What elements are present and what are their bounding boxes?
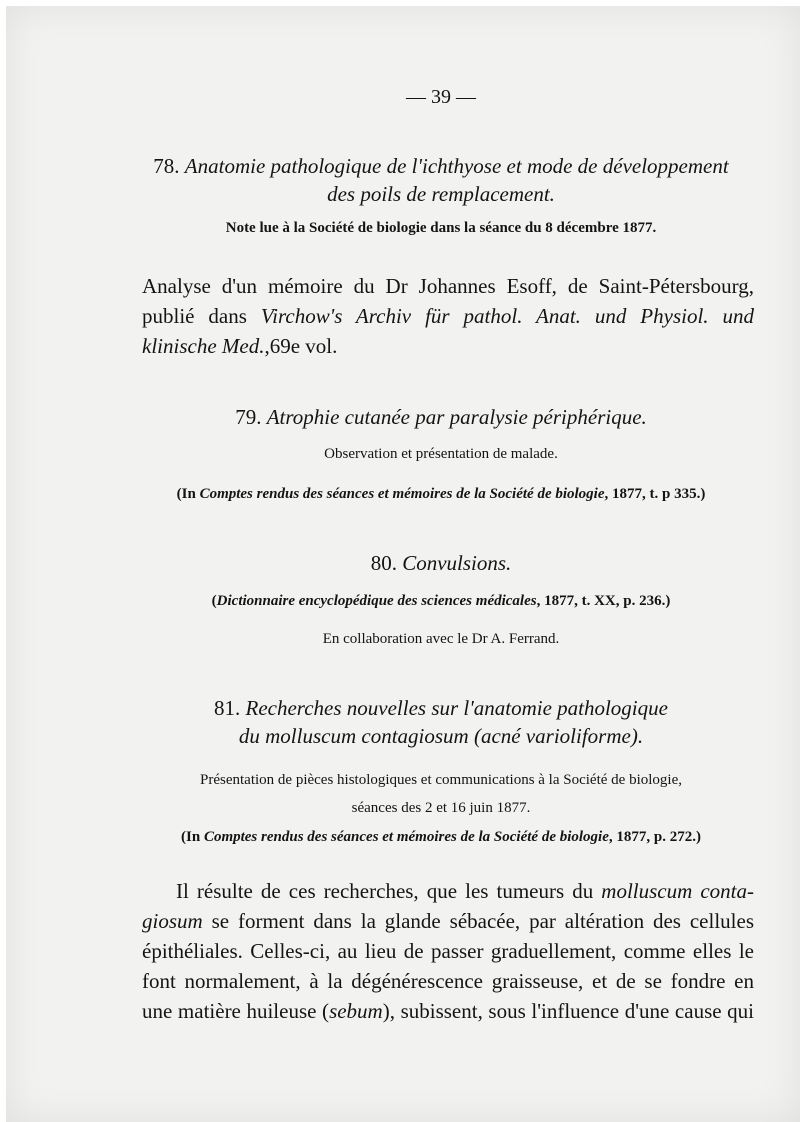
section-78-title (116, 152, 766, 208)
note-line2: séances des 2 et 16 juin 1877. (351, 800, 531, 816)
section-80-note: En collaboration avec le Dr A. Ferrand. (322, 631, 560, 647)
paragraph-line4: font normalement, à la dégénérescence graisseuse, et de se fondre en (142, 969, 754, 993)
section-79-reference: (In Comptes rendus des séances et mémoires de la Société de biologie, 1877, t. p 335.) (176, 486, 706, 502)
section-number: 81. (214, 696, 241, 720)
analysis-line3: klinische Med.,69e vol. (142, 334, 338, 358)
section-title-line1: Anatomie pathologique de l'ichthyose et mode de développement (184, 154, 729, 178)
paragraph-line1: Il résulte de ces recherches, que les tumeurs du molluscum conta- (176, 879, 754, 903)
analysis-entry (142, 271, 754, 361)
section-80-title (116, 549, 766, 577)
document-page (6, 6, 800, 1122)
section-title-line2: des poils de remplacement. (327, 182, 555, 206)
section-79-note: Observation et présentation de malade. (324, 446, 558, 462)
section-title-line2: du molluscum contagiosum (acné varioliforme). (238, 724, 644, 748)
section-79-title (116, 403, 766, 431)
section-80-reference: (Dictionnaire encyclopédique des sciences médicales, 1877, t. XX, p. 236.) (211, 593, 671, 609)
section-81-reference: (In Comptes rendus des séances et mémoires de la Société de biologie, 1877, p. 272.) (181, 829, 701, 845)
analysis-line1: Analyse d'un mémoire du Dr Johannes Esoff, de Saint-Pétersbourg, (142, 274, 754, 298)
section-title-line1: Recherches nouvelles sur l'anatomie pathologique (245, 696, 668, 720)
section-81-note (116, 766, 766, 822)
section-number: 79. (235, 405, 262, 429)
page-number: — 39 — (406, 86, 476, 108)
analysis-line2: publié dans Virchow's Archiv für pathol. Anat. und Physiol. und (142, 304, 754, 328)
note-line1: Présentation de pièces histologiques et communications à la Société de biologie, (200, 772, 682, 788)
body-paragraph (142, 876, 754, 1026)
section-number: 80. (370, 551, 397, 575)
paragraph-line3: épithéliales. Celles-ci, au lieu de passer graduellement, comme elles le (142, 939, 754, 963)
paragraph-line5: une matière huileuse (sebum), subissent, sous l'influence d'une cause qui (142, 999, 754, 1023)
paragraph-line2: giosum se forment dans la glande sébacée, par altération des cellules (142, 909, 754, 933)
section-81-title (116, 694, 766, 750)
section-title-line1: Convulsions. (402, 551, 512, 575)
section-title-line1: Atrophie cutanée par paralysie périphérique. (266, 405, 647, 429)
section-number: 78. (153, 154, 180, 178)
section-78-note: Note lue à la Société de biologie dans la séance du 8 décembre 1877. (225, 220, 657, 236)
